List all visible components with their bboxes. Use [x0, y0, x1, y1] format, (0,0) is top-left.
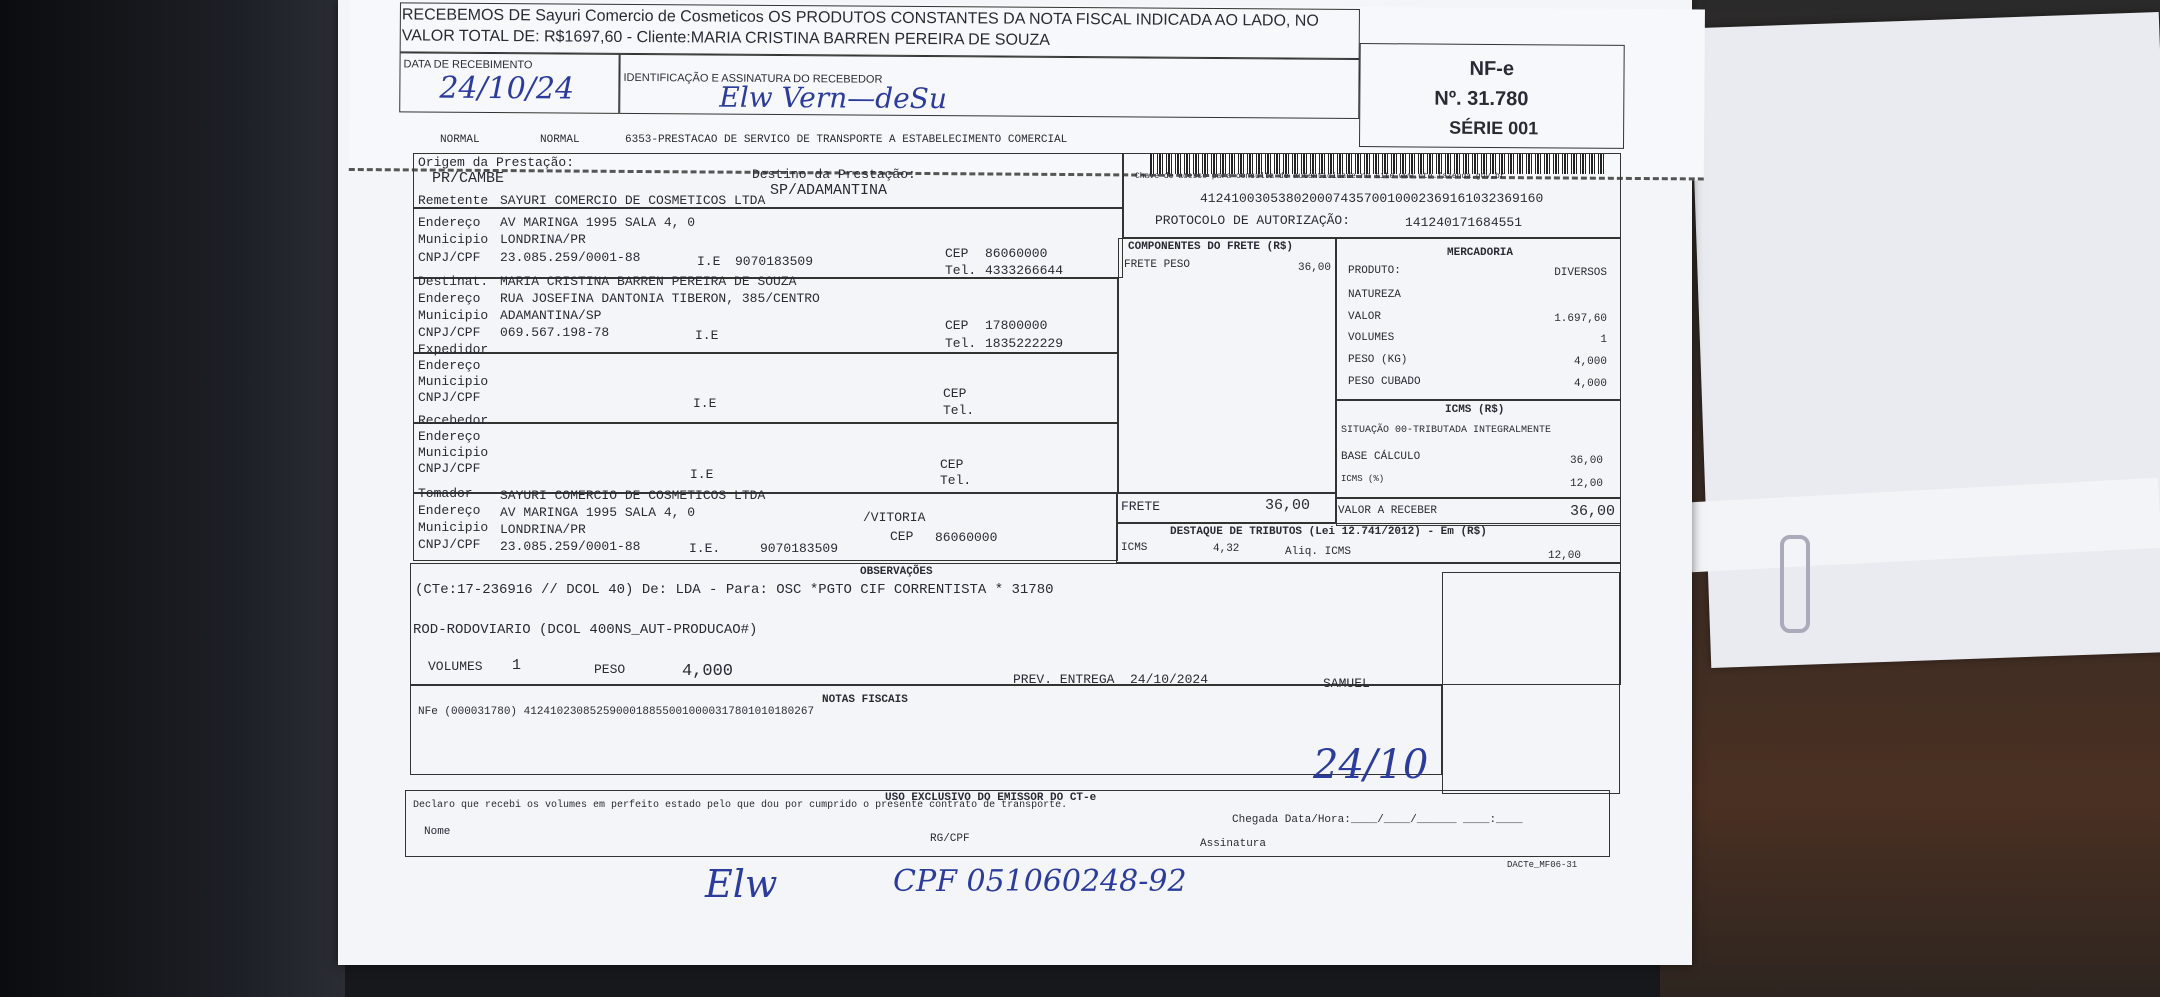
destinatario-ie-label: I.E	[695, 328, 719, 343]
nfe-series: SÉRIE 001	[1449, 117, 1539, 139]
recebedor-ie-label: I.E	[690, 467, 714, 482]
frete-value: 36,00	[1265, 497, 1311, 514]
merchandise-row-label: PESO CUBADO	[1348, 376, 1421, 388]
remetente-tel-label: Tel.	[945, 263, 977, 278]
recebedor-doc-label: CNPJ/CPF	[418, 461, 481, 476]
recebedor-label: Recebedor	[418, 413, 489, 428]
recebedor-cep-label: CEP	[940, 457, 964, 472]
tomador-extra: /VITORIA	[863, 510, 926, 525]
destinatario-doc-label: CNPJ/CPF	[418, 325, 481, 340]
tomador-addr-label: Endereço	[418, 503, 481, 518]
remetente-ie-label: I.E	[697, 254, 721, 269]
paper-clip	[1780, 535, 1810, 633]
remetente-cep: 86060000	[985, 246, 1048, 261]
remetente-doc-label: CNPJ/CPF	[418, 250, 481, 265]
assinatura-label: Assinatura	[1200, 838, 1267, 850]
destination-label: Destino da Prestação:	[752, 167, 916, 182]
peso-value: 4,000	[682, 662, 734, 681]
date-label: DATA DE RECEBIMENTO	[403, 58, 533, 72]
destinatario-name: MARIA CRISTINA BARREN PEREIRA DE SOUZA	[500, 274, 797, 289]
handwritten-cpf: CPF 051060248-92	[893, 864, 1187, 899]
icms-base-value: 36,00	[1570, 455, 1604, 467]
destinatario-cep: 17800000	[985, 318, 1048, 333]
remetente-doc: 23.085.259/0001-88	[500, 250, 641, 265]
frete-peso-label: FRETE PESO	[1124, 259, 1191, 271]
remetente-name: SAYURI COMERCIO DE COSMETICOS LTDA	[500, 193, 766, 208]
taxes-icms-label: ICMS	[1121, 542, 1148, 554]
rg-label: RG/CPF	[930, 833, 970, 845]
recebedor-addr-label: Endereço	[418, 429, 481, 444]
taxes-icms-value: 4,32	[1213, 543, 1240, 555]
icms-base-label: BASE CÁLCULO	[1341, 451, 1421, 463]
expedidor-tel-label: Tel.	[943, 403, 975, 418]
origin-value: PR/CAMBE	[432, 170, 505, 187]
remetente-tel: 4333266644	[985, 263, 1064, 278]
background-paper	[1689, 12, 2160, 668]
id-label: IDENTIFICAÇÃO E ASSINATURA DO RECEBEDOR	[623, 71, 883, 86]
merchandise-row-value: 1	[1600, 334, 1607, 346]
destinatario-city-label: Municipio	[418, 308, 489, 323]
notas-title: NOTAS FISCAIS	[822, 694, 908, 706]
cfop: 6353-PRESTACAO DE SERVICO DE TRANSPORTE A ESTABELECIMENTO COMERCIAL	[625, 134, 1068, 146]
observacoes-line1: (CTe:17-236916 // DCOL 40) De: LDA - Para: OSC *PGTO CIF CORRENTISTA * 31780	[415, 582, 1054, 598]
form-code: DACTe_MF06-31	[1507, 860, 1578, 870]
components-box	[1118, 238, 1336, 493]
peso-label: PESO	[594, 662, 626, 677]
remetente-addr-label: Endereço	[418, 215, 481, 230]
volumes-value: 1	[512, 657, 522, 674]
notas-box	[410, 685, 1442, 775]
receipt-text: RECEBEMOS DE Sayuri Comercio de Cosmeticos OS PRODUTOS CONSTANTES DA NOTA FISCAL INDICADA AO LADO, NO VALOR TOTAL DE: R$1697,60 - Cliente:MARIA CRISTINA BARREN PEREIRA DE SOUZA	[401, 6, 1319, 49]
remetente-addr: AV MARINGA 1995 SALA 4, 0	[500, 215, 696, 230]
destinatario-cep-label: CEP	[945, 318, 969, 333]
remetente-cep-label: CEP	[945, 246, 969, 261]
merchandise-title: MERCADORIA	[1447, 247, 1514, 259]
observacoes-title: OBSERVAÇÕES	[860, 566, 933, 578]
expedidor-city-label: Municipio	[418, 374, 489, 389]
taxes-title: DESTAQUE DE TRIBUTOS (Lei 12.741/2012) - Em (R$)	[1170, 526, 1487, 538]
merchandise-row-value: 4,000	[1573, 356, 1607, 368]
taxes-aliq-label: Aliq. ICMS	[1285, 546, 1352, 558]
tomador-doc: 23.085.259/0001-88	[500, 539, 641, 554]
remetente-label: Remetente	[418, 193, 489, 208]
volumes-label: VOLUMES	[428, 659, 483, 674]
prev-value: 24/10/2024	[1130, 672, 1209, 687]
taxes-aliq-value: 12,00	[1548, 550, 1582, 562]
expedidor-addr-label: Endereço	[418, 358, 481, 373]
tomador-cep: 86060000	[935, 530, 998, 545]
prev-label: PREV. ENTREGA	[1013, 672, 1115, 687]
remetente-city-label: Municipio	[418, 232, 489, 247]
destinatario-tel: 1835222229	[985, 336, 1064, 351]
remetente-ie: 9070183509	[735, 254, 814, 269]
receipt-date: 24/10/24	[439, 70, 575, 107]
destinatario-doc: 069.567.198-78	[500, 325, 610, 340]
destinatario-addr: RUA JOSEFINA DANTONIA TIBERON, 385/CENTRO	[500, 291, 820, 306]
merchandise-row-label: VOLUMES	[1348, 332, 1395, 344]
protocol-label: PROTOCOLO DE AUTORIZAÇÃO:	[1155, 213, 1351, 228]
destinatario-addr-label: Endereço	[418, 291, 481, 306]
normal-2: NORMAL	[540, 134, 580, 146]
tomador-label: Tomador	[418, 486, 473, 501]
icms-title: ICMS (R$)	[1445, 404, 1505, 416]
nome-label: Nome	[424, 826, 451, 838]
merchandise-row-value: 4,000	[1573, 378, 1607, 390]
declaration: Declaro que recebi os volumes em perfeito estado pelo que dou por cumprido o presente contrato de transporte.	[413, 800, 1068, 811]
destinatario-city: ADAMANTINA/SP	[500, 308, 602, 323]
expedidor-ie-label: I.E	[693, 396, 717, 411]
handwritten-date: 24/10	[1313, 742, 1429, 788]
access-key-label: Chave de acesso para consulta de autenticidade no site www.cte.fazenda.gov.br	[1135, 172, 1505, 181]
components-title: COMPONENTES DO FRETE (R$)	[1128, 241, 1294, 253]
merchandise-row-label: VALOR	[1348, 311, 1382, 323]
destination-value: SP/ADAMANTINA	[770, 182, 888, 199]
tomador-city-label: Municipio	[418, 520, 489, 535]
driver: SAMUEL	[1323, 676, 1370, 691]
merchandise-row-value: 1.697,60	[1554, 313, 1607, 325]
merchandise-row-label: NATUREZA	[1348, 289, 1401, 301]
expedidor-cep-label: CEP	[943, 386, 967, 401]
destinatario-tel-label: Tel.	[945, 336, 977, 351]
chegada: Chegada Data/Hora:____/____/______ ____:____	[1232, 814, 1523, 826]
access-key: 41241003053802000743570010002369161032369160	[1200, 191, 1544, 206]
side-box	[1442, 572, 1620, 794]
recebedor-box	[413, 423, 1118, 493]
receber-label: VALOR A RECEBER	[1338, 505, 1438, 517]
barcode	[1150, 154, 1605, 174]
receiver-signature: Elw Vern—deSu	[719, 80, 948, 116]
recebedor-tel-label: Tel.	[940, 473, 972, 488]
expedidor-label: Expedidor	[418, 342, 489, 357]
notas-line: NFe (000031780) 41241023085259000188550010000317801010180267	[418, 706, 815, 718]
tomador-doc-label: CNPJ/CPF	[418, 537, 481, 552]
frete-peso-value: 36,00	[1298, 262, 1332, 274]
nfe-title: NF-e	[1469, 57, 1515, 81]
origin-label: Origem da Prestação:	[418, 155, 575, 170]
icms-rate-value: 12,00	[1570, 478, 1604, 490]
nfe-number: Nº. 31.780	[1434, 87, 1529, 111]
dark-background-left	[0, 0, 345, 997]
merchandise-row-value: DIVERSOS	[1554, 267, 1607, 279]
handwritten-name: Elw	[705, 862, 778, 906]
protocol-value: 141240171684551	[1405, 215, 1523, 230]
destinatario-label: Destinat.	[418, 274, 489, 289]
receber-value: 36,00	[1570, 503, 1616, 520]
tomador-ie-label: I.E.	[689, 541, 721, 556]
tomador-name: SAYURI COMERCIO DE COSMETICOS LTDA	[500, 488, 766, 503]
observacoes-line2: ROD-RODOVIARIO (DCOL 400NS_AUT-PRODUCAO#)	[413, 622, 758, 638]
merchandise-row-label: PESO (KG)	[1348, 354, 1408, 366]
icms-rate-label: ICMS (%)	[1341, 474, 1385, 484]
merchandise-row-label: PRODUTO:	[1348, 265, 1401, 277]
frete-label: FRETE	[1121, 499, 1161, 514]
icms-situation: SITUAÇÃO 00-TRIBUTADA INTEGRALMENTE	[1341, 425, 1552, 436]
tomador-ie: 9070183509	[760, 541, 839, 556]
footer-title: USO EXCLUSIVO DO EMISSOR DO CT-e	[885, 792, 1097, 804]
normal-1: NORMAL	[440, 134, 480, 146]
recebedor-city-label: Municipio	[418, 445, 489, 460]
expedidor-box	[413, 353, 1118, 423]
tomador-city: LONDRINA/PR	[500, 522, 586, 537]
remetente-city: LONDRINA/PR	[500, 232, 586, 247]
tomador-addr: AV MARINGA 1995 SALA 4, 0	[500, 505, 696, 520]
expedidor-doc-label: CNPJ/CPF	[418, 390, 481, 405]
tomador-cep-label: CEP	[890, 529, 914, 544]
